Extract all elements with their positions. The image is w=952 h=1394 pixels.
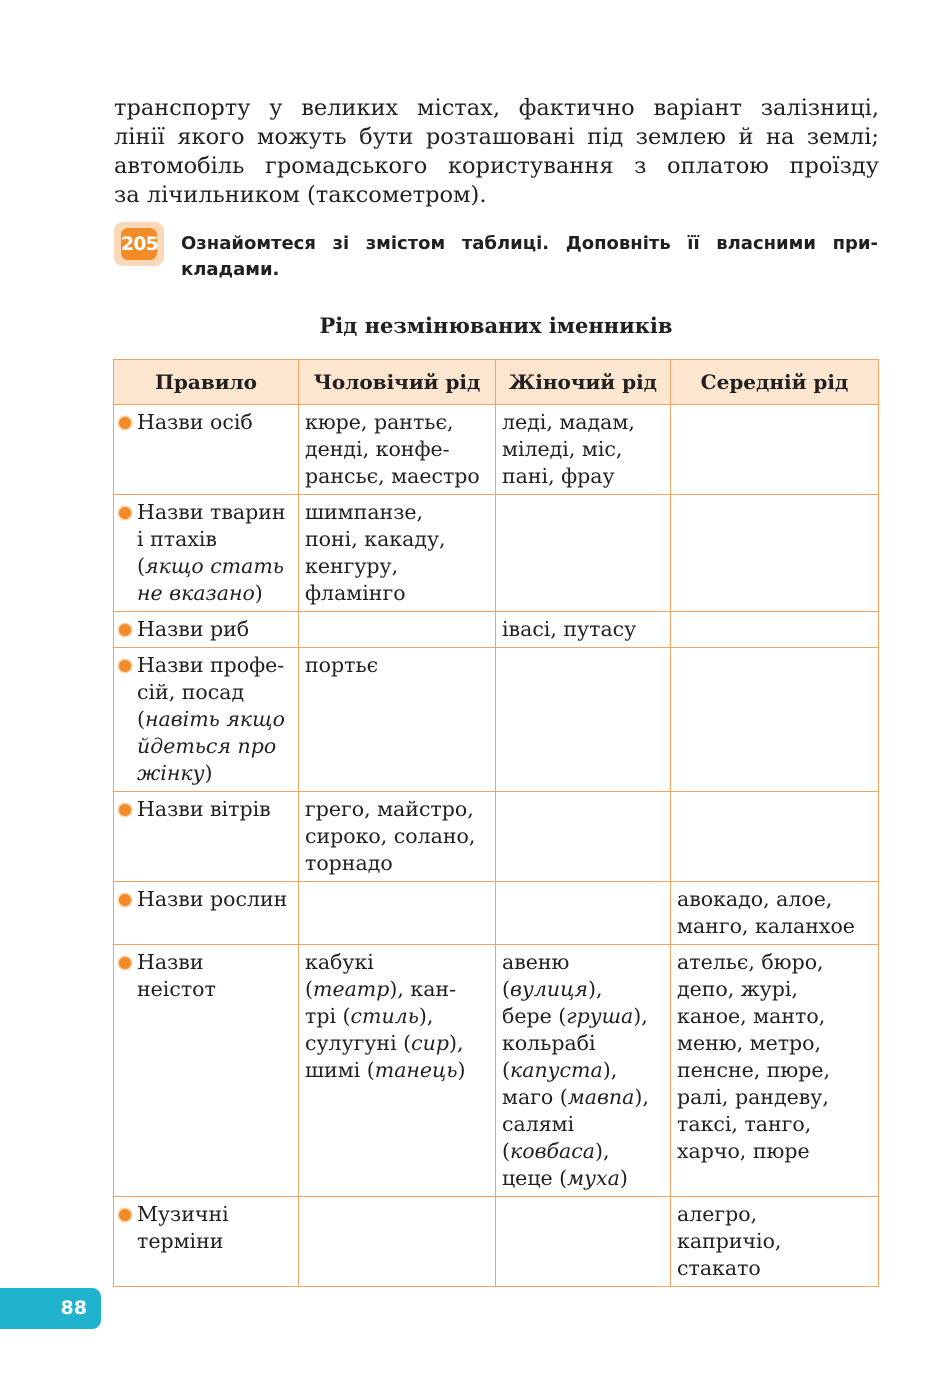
feminine-cell <box>496 1197 671 1287</box>
cell-line: (ковбаса), <box>502 1139 610 1163</box>
table-row <box>114 405 879 495</box>
neuter-cell <box>671 1197 879 1287</box>
cell-line: Назви профе- <box>137 653 285 677</box>
header-neuter: Середній рід <box>671 360 879 405</box>
cell-line: Назви тварин <box>137 500 286 524</box>
cell-line: пані, фрау <box>502 464 615 488</box>
cell-line: кенгуру, <box>305 554 399 578</box>
feminine-cell <box>496 612 671 648</box>
cell-line: авеню <box>502 950 570 974</box>
bullet-icon <box>119 1209 131 1221</box>
masculine-cell <box>299 495 496 612</box>
cell-line: (капуста), <box>502 1058 618 1082</box>
cell-line: (театр), кан- <box>305 977 457 1001</box>
cell-line: маго (мавпа), <box>502 1085 649 1109</box>
feminine-cell <box>496 495 671 612</box>
feminine-cell <box>496 882 671 945</box>
masculine-cell <box>299 792 496 882</box>
masculine-cell <box>299 882 496 945</box>
cell-line: цеце (муха) <box>502 1166 628 1190</box>
cell-line: ралі, рандеву, <box>677 1085 829 1109</box>
cell-line: трі (стиль), <box>305 1004 434 1028</box>
bullet-icon <box>119 804 131 816</box>
cell-line: таксі, танго, <box>677 1112 812 1136</box>
table-row <box>114 495 879 612</box>
cell-line: ательє, бюро, <box>677 950 824 974</box>
exercise-number: 205 <box>121 228 157 260</box>
neuter-cell <box>671 882 879 945</box>
cell-line: неістот <box>137 977 216 1001</box>
intro-line: автомобіль громадського користування з оплатою проїзду <box>114 153 879 179</box>
cell-line: терміни <box>137 1229 224 1253</box>
masculine-cell <box>299 612 496 648</box>
cell-line: алегро, <box>677 1202 758 1226</box>
cell-line: поні, какаду, <box>305 527 446 551</box>
neuter-cell <box>671 945 879 1197</box>
cell-line: шимі (танець) <box>305 1058 466 1082</box>
cell-line: сироко, солано, <box>305 824 476 848</box>
feminine-cell <box>496 945 671 1197</box>
table-row <box>114 1197 879 1287</box>
cell-line: бере (груша), <box>502 1004 648 1028</box>
exercise-badge <box>114 222 164 266</box>
neuter-cell <box>671 612 879 648</box>
cell-line: грего, майстро, <box>305 797 474 821</box>
header-masculine: Чоловічий рід <box>299 360 496 405</box>
cell-line: Назви риб <box>137 617 250 641</box>
cell-line: манго, каланхое <box>677 914 855 938</box>
cell-line: леді, мадам, <box>502 410 635 434</box>
cell-line: не вказано) <box>137 581 263 605</box>
cell-line: харчо, пюре <box>677 1139 810 1163</box>
feminine-cell <box>496 648 671 792</box>
header-rule: Правило <box>114 360 299 405</box>
bullet-icon <box>119 624 131 636</box>
cell-line: салямі <box>502 1112 575 1136</box>
cell-line: портьє <box>305 653 379 677</box>
cell-line: (навіть якщо <box>137 707 286 731</box>
neuter-cell <box>671 405 879 495</box>
rule-cell <box>114 882 299 945</box>
bullet-icon <box>119 417 131 429</box>
cell-line: сулугуні (сир), <box>305 1031 464 1055</box>
cell-line: меню, метро, <box>677 1031 822 1055</box>
table-header-row <box>114 360 879 405</box>
cell-line: рансьє, маестро <box>305 464 480 488</box>
rule-cell <box>114 945 299 1197</box>
cell-line: івасі, путасу <box>502 617 637 641</box>
masculine-cell <box>299 1197 496 1287</box>
cell-line: стакато <box>677 1256 761 1280</box>
cell-line: Назви вітрів <box>137 797 271 821</box>
cell-line: Назви осіб <box>137 410 253 434</box>
intro-line: за лічильником (таксометром). <box>114 182 487 208</box>
rule-cell <box>114 405 299 495</box>
cell-line: каное, манто, <box>677 1004 826 1028</box>
bullet-icon <box>119 660 131 672</box>
cell-line: капричіо, <box>677 1229 782 1253</box>
task-line: Ознайомтеся зі змістом таблиці. Доповніть її власними при- <box>181 233 878 254</box>
cell-line: Назви <box>137 950 204 974</box>
cell-line: (якщо стать <box>137 554 284 578</box>
cell-line: жінку) <box>137 761 213 785</box>
rule-cell <box>114 612 299 648</box>
table-row <box>114 648 879 792</box>
rule-cell <box>114 495 299 612</box>
cell-line: (вулиця), <box>502 977 603 1001</box>
intro-line: транспорту у великих містах, фактично варіант залізниці, <box>114 95 879 121</box>
rule-cell <box>114 648 299 792</box>
table-row <box>114 882 879 945</box>
feminine-cell <box>496 405 671 495</box>
cell-line: пенсне, пюре, <box>677 1058 831 1082</box>
task-line: кладами. <box>181 259 280 280</box>
neuter-cell <box>671 792 879 882</box>
cell-line: і птахів <box>137 527 217 551</box>
exercise-task <box>181 231 878 283</box>
header-feminine: Жіночий рід <box>496 360 671 405</box>
cell-line: йдеться про <box>137 734 277 758</box>
cell-line: Музичні <box>137 1202 229 1226</box>
cell-line: депо, журі, <box>677 977 798 1001</box>
cell-line: шимпанзе, <box>305 500 424 524</box>
table-row <box>114 792 879 882</box>
bullet-icon <box>119 957 131 969</box>
feminine-cell <box>496 792 671 882</box>
table-row <box>114 612 879 648</box>
masculine-cell <box>299 648 496 792</box>
cell-line: кольрабі <box>502 1031 596 1055</box>
cell-line: авокадо, алое, <box>677 887 833 911</box>
masculine-cell <box>299 405 496 495</box>
cell-line: Назви рослин <box>137 887 288 911</box>
gender-table <box>113 359 879 1287</box>
cell-line: фламінго <box>305 581 406 605</box>
cell-line: кюре, рантьє, <box>305 410 454 434</box>
table-title: Рід незмінюваних іменників <box>319 313 673 338</box>
intro-paragraph <box>114 94 879 210</box>
bullet-icon <box>119 894 131 906</box>
rule-cell <box>114 792 299 882</box>
cell-line: денді, конфе- <box>305 437 450 461</box>
masculine-cell <box>299 945 496 1197</box>
neuter-cell <box>671 495 879 612</box>
bullet-icon <box>119 507 131 519</box>
cell-line: міледі, міс, <box>502 437 623 461</box>
table-row <box>114 945 879 1197</box>
rule-cell <box>114 1197 299 1287</box>
cell-line: торнадо <box>305 851 393 875</box>
cell-line: сій, посад <box>137 680 245 704</box>
cell-line: кабукі <box>305 950 374 974</box>
page-number: 88 <box>0 1288 101 1329</box>
intro-line: лінії якого можуть бути розташовані під землею й на землі; <box>114 124 879 150</box>
neuter-cell <box>671 648 879 792</box>
